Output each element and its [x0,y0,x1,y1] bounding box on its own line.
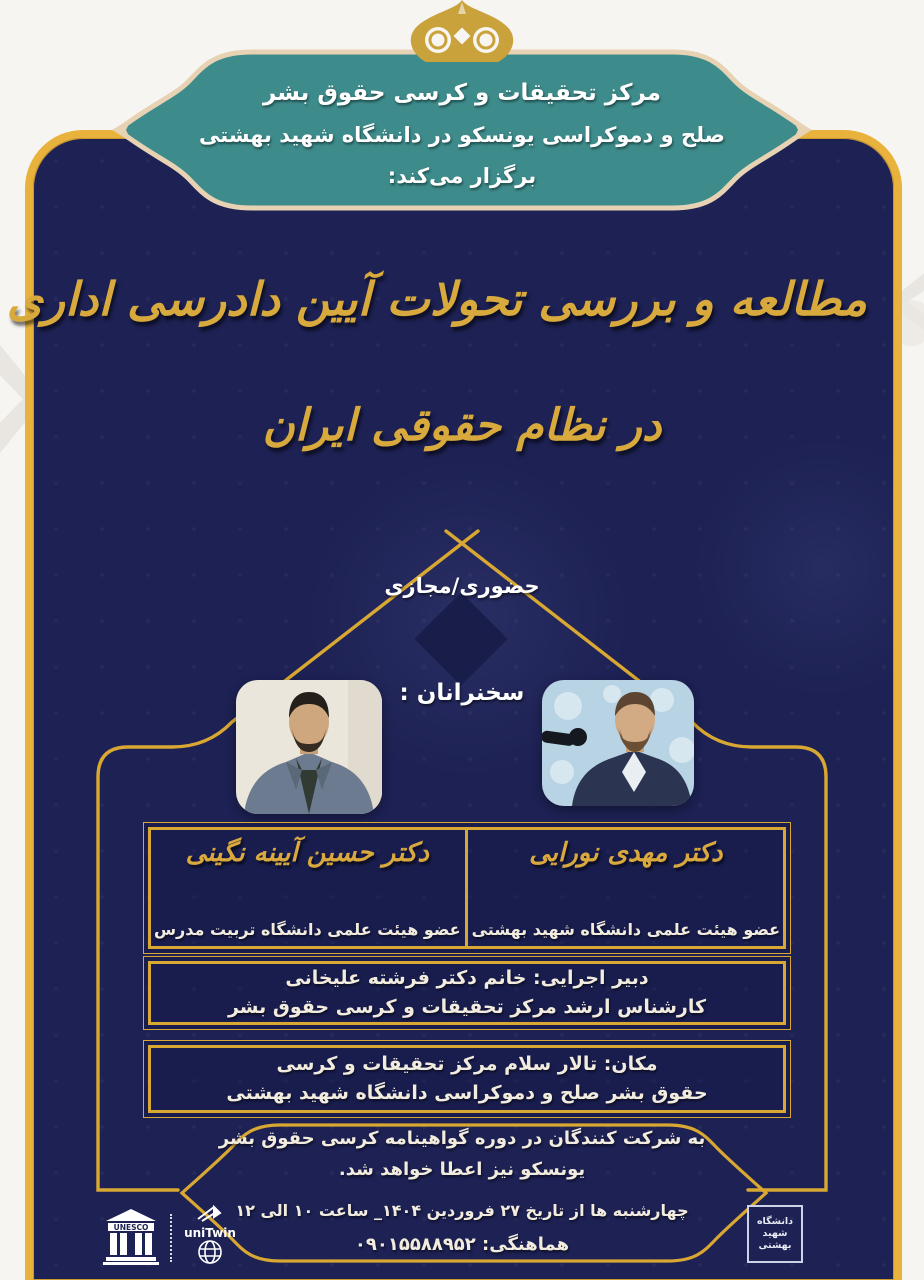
location-box [143,1040,791,1118]
portrait-left [236,680,382,814]
certificate-note-line-1: به شرکت کنندگان در دوره گواهینامه کرسی حقوق بشر [218,1128,706,1149]
location-line-1: مکان: تالار سلام مرکز تحقیقات و کرسی [276,1053,658,1075]
speakers-heading: سخنرانان : [399,680,525,706]
speaker-photo-nouraei [542,680,694,806]
event-title-line-2: در نظام حقوقی ایران [262,400,662,451]
portrait-right [542,680,694,806]
unitwin-label: uniTwin [184,1226,236,1240]
unitwin-logo-icon [180,1205,240,1267]
executive-line-1: دبیر اجرایی: خانم دکتر فرشته علیخانی [285,967,649,989]
speaker-card-ayene-negini [150,830,465,946]
organizer-line-2: صلح و دموکراسی یونسکو در دانشگاه شهید بهشتی [199,123,725,147]
speaker-card-nouraei [465,830,784,946]
seal-line-1: دانشگاه [756,1216,794,1227]
logo-divider [170,1214,172,1262]
event-title-line-1: مطالعه و بررسی تحولات آیین دادرسی اداری [6,272,867,326]
seal-line-3: بهشتی [758,1240,792,1251]
organizer-line-1: مرکز تحقیقات و کرسی حقوق بشر [262,80,662,106]
seal-line-2: شهید [762,1228,788,1239]
crest-ornament-icon [396,0,528,64]
organizer-banner [132,78,792,190]
executive-line-2: کارشناس ارشد مرکز تحقیقات و کرسی حقوق بشر [227,996,707,1018]
speaker-photo-ayene-negini [236,680,382,814]
speaker-name: دکتر مهدی نورایی [529,838,723,868]
attendance-mode-label: حضوری/مجازی [384,574,540,598]
speaker-affiliation: عضو هیئت علمی دانشگاه تربیت مدرس [153,920,461,939]
speakers-box [143,822,791,954]
certificate-note-line-2: یونسکو نیز اعطا خواهد شد. [338,1159,586,1180]
location-line-2: حقوق بشر صلح و دموکراسی دانشگاه شهید بهشتی [226,1082,708,1104]
university-seal [747,1205,803,1263]
executive-secretary-box [143,956,791,1030]
contact-phone-line: هماهنگی: ۰۹۰۱۵۵۸۸۹۵۲ [354,1234,570,1255]
unesco-label: UNESCO [113,1223,149,1232]
organizer-line-3: برگزار می‌کند: [387,164,537,188]
speaker-affiliation: عضو هیئت علمی دانشگاه شهید بهشتی [471,920,781,939]
schedule-line: چهارشنبه ها از تاریخ ۲۷ فروردین ۱۴۰۴_ ساعت ۱۰ الی ۱۲ [235,1201,689,1220]
unesco-logo-icon [102,1207,160,1265]
speaker-name: دکتر حسین آیینه نگینی [185,838,429,868]
